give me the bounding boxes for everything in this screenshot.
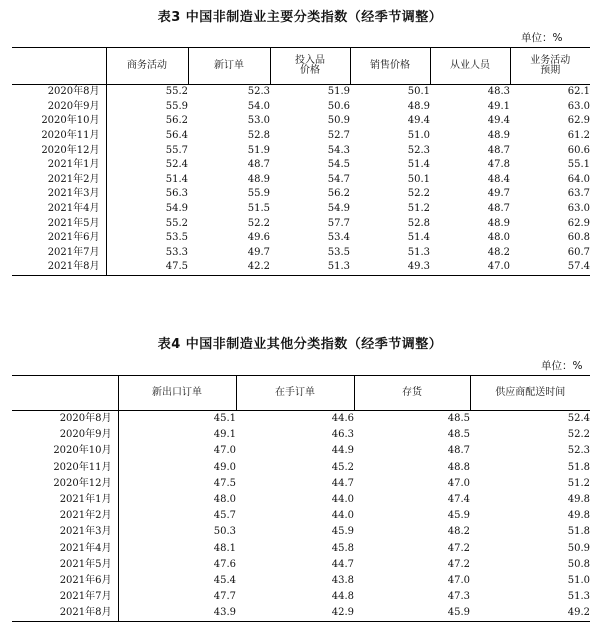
table-cell: 44.9 [331, 445, 354, 457]
table-row [12, 443, 590, 459]
table-cell: 57.7 [327, 217, 350, 229]
table-cell: 44.8 [331, 591, 354, 603]
table-cell: 47.0 [447, 574, 470, 586]
row-month-label: 2021年5月 [12, 557, 118, 573]
table-cell: 52.8 [407, 217, 430, 229]
row-month-label: 2021年3月 [12, 524, 118, 540]
table-cell: 64.0 [567, 173, 590, 185]
table3-header-4: 销售价格 [350, 48, 430, 85]
table-cell: 45.9 [447, 510, 470, 522]
table-cell: 48.9 [487, 130, 510, 142]
table-cell: 47.2 [447, 542, 470, 554]
table-row [12, 260, 590, 275]
table-row [12, 605, 590, 622]
table-cell: 45.2 [331, 461, 354, 473]
table-cell: 48.0 [487, 232, 510, 244]
table-cell: 50.8 [567, 558, 590, 570]
table-cell: 43.9 [118, 605, 236, 622]
table-cell: 51.3 [407, 246, 430, 258]
table-cell: 42.2 [188, 260, 270, 275]
table-cell: 49.8 [567, 494, 590, 506]
table3 [12, 47, 590, 276]
row-month-label: 2021年7月 [12, 589, 118, 605]
table-cell: 52.3 [247, 86, 270, 98]
table-cell: 52.2 [247, 217, 270, 229]
table-cell: 48.2 [487, 246, 510, 258]
table-row [12, 476, 590, 492]
table-cell: 52.4 [567, 413, 590, 425]
table-cell: 48.2 [447, 526, 470, 538]
row-month-label: 2020年8月 [12, 411, 118, 428]
table-cell: 48.0 [213, 494, 236, 506]
table3-header-0 [12, 48, 106, 85]
table-row [12, 492, 590, 508]
table-cell: 54.9 [165, 203, 188, 215]
table3-unit: 单位：% [521, 32, 563, 44]
table-cell: 60.7 [567, 246, 590, 258]
table-cell: 49.4 [407, 115, 430, 127]
table-cell: 50.9 [567, 542, 590, 554]
table-cell: 47.0 [447, 477, 470, 489]
table-cell: 63.7 [567, 188, 590, 200]
table-cell: 47.5 [213, 477, 236, 489]
table-row [12, 573, 590, 589]
table-cell: 51.3 [567, 591, 590, 603]
table-row [12, 143, 590, 158]
table-row [12, 100, 590, 115]
table-cell: 47.0 [430, 260, 510, 275]
table-row [12, 158, 590, 173]
row-month-label: 2021年1月 [12, 158, 106, 173]
row-month-label: 2021年4月 [12, 541, 118, 557]
table-row [12, 524, 590, 540]
table-cell: 62.9 [567, 115, 590, 127]
table-cell: 56.3 [165, 188, 188, 200]
table-cell: 48.9 [487, 217, 510, 229]
table-cell: 51.0 [567, 574, 590, 586]
table3-header-5: 从业人员 [430, 48, 510, 85]
table3-header-1: 商务活动 [106, 48, 188, 85]
table-cell: 45.1 [213, 413, 236, 425]
table-cell: 49.7 [247, 246, 270, 258]
table-cell: 48.5 [447, 429, 470, 441]
table-cell: 47.3 [447, 591, 470, 603]
table3-title: 表3 中国非制造业主要分类指数（经季节调整） [157, 10, 443, 25]
table-cell: 47.8 [487, 159, 510, 171]
table-cell: 61.2 [567, 130, 590, 142]
table-cell: 56.4 [165, 130, 188, 142]
row-month-label: 2020年10月 [12, 114, 106, 129]
table-row [12, 216, 590, 231]
table-cell: 50.9 [327, 115, 350, 127]
table4-header-0 [12, 376, 118, 411]
row-month-label: 2021年2月 [12, 508, 118, 524]
table-cell: 53.0 [247, 115, 270, 127]
row-month-label: 2021年4月 [12, 202, 106, 217]
table-cell: 48.4 [487, 173, 510, 185]
row-month-label: 2020年10月 [12, 443, 118, 459]
table-cell: 55.2 [165, 86, 188, 98]
table-cell: 44.0 [331, 494, 354, 506]
table-cell: 49.6 [247, 232, 270, 244]
row-month-label: 2021年8月 [12, 605, 118, 622]
table-cell: 50.1 [407, 86, 430, 98]
row-month-label: 2021年8月 [12, 260, 106, 275]
table4-header-3: 存货 [354, 376, 470, 411]
table-cell: 51.5 [247, 203, 270, 215]
table-cell: 55.2 [165, 217, 188, 229]
table4-unit: 单位：% [541, 360, 583, 372]
table-cell: 60.6 [567, 144, 590, 156]
table-cell: 45.7 [213, 510, 236, 522]
table4-header-2: 在手订单 [236, 376, 354, 411]
table-cell: 44.0 [331, 510, 354, 522]
table-cell: 51.4 [407, 232, 430, 244]
table-cell: 62.1 [567, 86, 590, 98]
table-cell: 53.3 [165, 246, 188, 258]
table-cell: 48.5 [447, 413, 470, 425]
table-cell: 49.3 [350, 260, 430, 275]
table-cell: 51.2 [567, 477, 590, 489]
row-month-label: 2020年12月 [12, 143, 106, 158]
row-month-label: 2020年11月 [12, 460, 118, 476]
row-month-label: 2020年9月 [12, 427, 118, 443]
table-cell: 50.1 [407, 173, 430, 185]
table-cell: 62.9 [567, 217, 590, 229]
table-cell: 51.9 [327, 86, 350, 98]
table-row [12, 129, 590, 144]
table-cell: 44.6 [331, 413, 354, 425]
table-cell: 47.2 [447, 558, 470, 570]
table-cell: 51.3 [270, 260, 350, 275]
table-cell: 52.2 [407, 188, 430, 200]
table-cell: 54.0 [247, 100, 270, 112]
table3-header-6: 业务活动 预期 [510, 48, 590, 85]
table-cell: 51.4 [165, 173, 188, 185]
row-month-label: 2020年9月 [12, 100, 106, 115]
table4-header-4: 供应商配送时间 [470, 376, 590, 411]
table-cell: 56.2 [327, 188, 350, 200]
table-cell: 47.7 [213, 591, 236, 603]
row-month-label: 2020年8月 [12, 85, 106, 100]
table-row [12, 541, 590, 557]
table-row [12, 114, 590, 129]
table4-header-1: 新出口订单 [118, 376, 236, 411]
table-row [12, 508, 590, 524]
table-cell: 43.8 [331, 574, 354, 586]
table-row [12, 411, 590, 428]
table-cell: 60.8 [567, 232, 590, 244]
table-cell: 54.7 [327, 173, 350, 185]
table3-header-3: 投入品 价格 [270, 48, 350, 85]
row-month-label: 2020年11月 [12, 129, 106, 144]
row-month-label: 2021年7月 [12, 246, 106, 261]
table-cell: 53.4 [327, 232, 350, 244]
table-cell: 48.8 [447, 461, 470, 473]
table-cell: 52.7 [327, 130, 350, 142]
table-row [12, 427, 590, 443]
table-cell: 55.7 [165, 144, 188, 156]
table-cell: 48.9 [407, 100, 430, 112]
table-row [12, 589, 590, 605]
table-cell: 52.2 [567, 429, 590, 441]
table-cell: 42.9 [236, 605, 354, 622]
table-cell: 49.4 [487, 115, 510, 127]
table-cell: 54.9 [327, 203, 350, 215]
table-cell: 48.1 [213, 542, 236, 554]
table-row [12, 557, 590, 573]
table-cell: 51.8 [567, 461, 590, 473]
table-cell: 63.0 [567, 100, 590, 112]
table-cell: 55.9 [165, 100, 188, 112]
table-cell: 54.3 [327, 144, 350, 156]
table-cell: 52.3 [407, 144, 430, 156]
table-cell: 47.6 [213, 558, 236, 570]
table-row [12, 187, 590, 202]
table-row [12, 231, 590, 246]
table-cell: 52.3 [567, 445, 590, 457]
table-row [12, 173, 590, 188]
table-row [12, 85, 590, 100]
table-cell: 45.9 [331, 526, 354, 538]
table-cell: 63.0 [567, 203, 590, 215]
table4-title: 表4 中国非制造业其他分类指数（经季节调整） [157, 337, 443, 352]
row-month-label: 2021年3月 [12, 187, 106, 202]
table-cell: 51.0 [407, 130, 430, 142]
row-month-label: 2020年12月 [12, 476, 118, 492]
table-cell: 48.7 [487, 203, 510, 215]
table-cell: 52.8 [247, 130, 270, 142]
table-cell: 50.6 [327, 100, 350, 112]
table-cell: 53.5 [165, 232, 188, 244]
table-cell: 53.5 [327, 246, 350, 258]
table-cell: 45.9 [354, 605, 470, 622]
table-cell: 49.7 [487, 188, 510, 200]
row-month-label: 2021年2月 [12, 173, 106, 188]
table-cell: 51.8 [567, 526, 590, 538]
table-cell: 49.2 [470, 605, 590, 622]
table-cell: 57.4 [510, 260, 590, 275]
table3-header-2: 新订单 [188, 48, 270, 85]
table-cell: 48.3 [487, 86, 510, 98]
table-cell: 51.9 [247, 144, 270, 156]
table-row [12, 246, 590, 261]
table-cell: 51.4 [407, 159, 430, 171]
table-cell: 44.7 [331, 558, 354, 570]
table-cell: 51.2 [407, 203, 430, 215]
table-cell: 47.4 [447, 494, 470, 506]
table-cell: 49.1 [213, 429, 236, 441]
table-cell: 49.8 [567, 510, 590, 522]
table-cell: 48.9 [247, 173, 270, 185]
table-cell: 44.7 [331, 477, 354, 489]
table-row [12, 460, 590, 476]
table-cell: 48.7 [487, 144, 510, 156]
table-cell: 55.1 [567, 159, 590, 171]
table-row [12, 202, 590, 217]
table-cell: 49.1 [487, 100, 510, 112]
table-cell: 45.8 [331, 542, 354, 554]
row-month-label: 2021年1月 [12, 492, 118, 508]
table-cell: 49.0 [213, 461, 236, 473]
table-cell: 47.5 [106, 260, 188, 275]
row-month-label: 2021年6月 [12, 231, 106, 246]
table-cell: 56.2 [165, 115, 188, 127]
table-cell: 47.0 [213, 445, 236, 457]
table-cell: 45.4 [213, 574, 236, 586]
row-month-label: 2021年5月 [12, 216, 106, 231]
table-cell: 54.5 [327, 159, 350, 171]
row-month-label: 2021年6月 [12, 573, 118, 589]
table-cell: 48.7 [447, 445, 470, 457]
table-cell: 52.4 [165, 159, 188, 171]
table-cell: 46.3 [331, 429, 354, 441]
table-cell: 55.9 [247, 188, 270, 200]
table-cell: 48.7 [247, 159, 270, 171]
table-cell: 50.3 [213, 526, 236, 538]
table4 [12, 375, 590, 622]
